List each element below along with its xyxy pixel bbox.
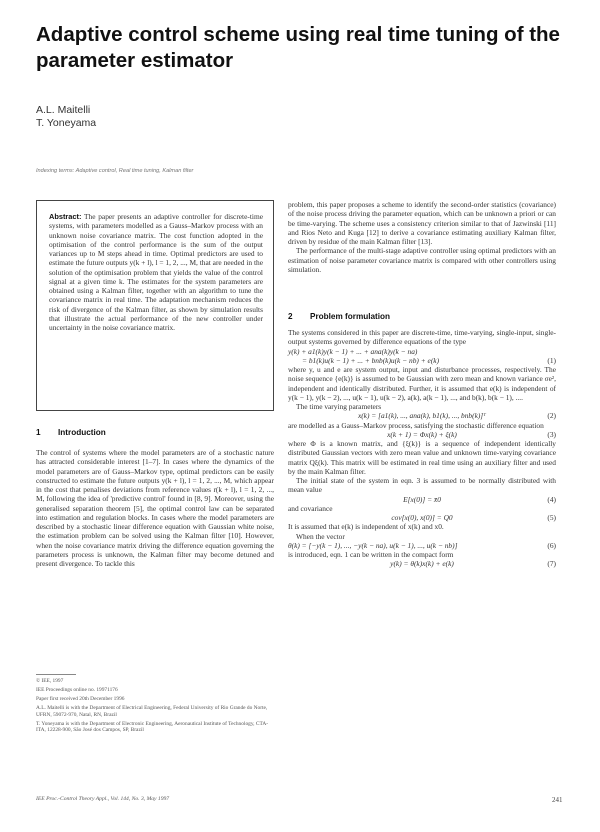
equation-number: (5) [547, 513, 556, 522]
footnote-received: Paper first received 20th December 1996 [36, 695, 125, 702]
equation-2: x(k) = [a1(k), ..., ana(k), b1(k), ..., bnb(k)]ᵀ (2) [357, 411, 556, 421]
equation-number: (2) [547, 411, 556, 421]
equation-6: θ(k) = [−y(k − 1), ..., −y(k − na), u(k − 1), ..., u(k − nb)] (6) [288, 540, 556, 550]
introduction-column [36, 448, 274, 568]
body-paragraph: are modelled as a Gauss–Markov process, satisfying the stochastic difference equation [288, 420, 544, 430]
abstract-body: The paper presents an adaptive controller for discrete-time systems, with parameters modelled as a Gauss–Markov process with an unknown noise covariance matrix. The cost function adopted in the optimisation of the control performance is the sum of the output variances up to M steps ahead in time. Optimal predictors are used to estimate the future outputs y(k + l), l = 1, 2, ..., M, that are needed in the solution of the optimisation problem that yields the value of the control signal at a given time k. The estimates for the system parameters are obtained using a Kalman filter, together with an algorithm to tune the covariance matrix in real time. The adaptation mechanism reduces the risk of divergence of the Kalman filter, as shown by simulation results that illustrate the actual performance of the new controller under uncertainty in the noise covariance matrix. [49, 212, 263, 332]
body-paragraph: is introduced, eqn. 1 can be written in the compact form [288, 550, 454, 559]
right-column-top [288, 200, 556, 274]
equation-3: x(k + 1) = Φx(k) + ξ(k) (3) [387, 429, 556, 439]
abstract-box [36, 200, 274, 411]
author-name: T. Yoneyama [36, 117, 97, 129]
paper-title: Adaptive control scheme using real time tuning of the parameter estimator [36, 23, 560, 72]
author-list [36, 104, 96, 130]
body-paragraph: The initial state of the system in eqn. 3 is assumed to be normally distributed with mean value [288, 476, 556, 495]
equation-number: (4) [547, 494, 556, 504]
equation-1-line-1: y(k) + a1(k)y(k − 1) + ... + ana(k)y(k − na) [288, 346, 418, 356]
body-paragraph: where y, u and e are system output, input and disturbance processes, respectively. The noise sequence {e(k)} is assumed to be Gaussian with zero mean and known variance σe², independent and identically distributed. Further, it is assumed that e(k) is independent of y(k − 1), y(k − 2), ..., u(k − 1), u(k − 2), a(k), a(k − 1), ..., and b(k), b(k − 1), .... [288, 365, 556, 402]
equation-5: cov[x(0), x(0)] = Q0 (5) [391, 513, 556, 522]
section-heading-introduction [36, 428, 106, 437]
section-title: Problem formulation [310, 312, 391, 321]
problem-formulation-column [288, 328, 556, 569]
equation-number: (3) [547, 429, 556, 439]
section-heading-problem-formulation [288, 312, 390, 321]
body-paragraph: where Φ is a known matrix, and {ξ(k)} is a sequence of independent identically distributed Gaussian vectors with zero mean value and unknown time-varying covariance matrix Qξ(k). This matrix will be estimated in real time using an auxiliary filter and used by the main Kalman filter. [288, 439, 556, 476]
equation-number: (7) [547, 559, 556, 569]
body-paragraph: The systems considered in this paper are discrete-time, time-varying, single-input, single-output systems governed by difference equations of the type [288, 328, 556, 347]
introduction-paragraph: The control of systems where the model parameters are of a stochastic nature has attracted considerable interest [1–7]. In cases where the dynamics of the model parameters are of Gauss–Markov type, optimal predictors can be easily constructed to estimate the future outputs y(k + l), l = 1, 2, ..., M, which appear in the cost that penalises deviations from reference values r(k + l), l = 1, 2, ..., M, following the idea of 'predictive control' found in [8, 9]. Moreover, using the generalised separation theorem [5], the optimal control law can be separated into estimation and regulation blocks. In cases where the model parameters are described by a stochastic linear difference equation with Gaussian white noise, the estimation problem can be solved using the Kalman filter [10]. However, when the noise covariance matrix driving the difference equation governing the parameters process is unknown, the Kalman filter may become detuned and present divergence. To tackle this [36, 448, 274, 568]
abstract-label: Abstract: [49, 212, 82, 221]
body-paragraph: The time varying parameters [296, 402, 382, 411]
footnotes [36, 678, 274, 736]
intro-continuation-paragraph: problem, this paper proposes a scheme to identify the second-order statistics (covariance) of the noise process driving the parameter equation, which can be unknown a priori or can be time-varying. The scheme uses a consistency criterion similar to that of Jazwinski [11] and Rios Neto and Kuga [12] to derive a covariance estimating auxiliary Kalman filter, driven by residue of the main Kalman filter [13]. [288, 200, 556, 246]
intro-performance-paragraph: The performance of the multi-stage adaptive controller using optimal predictors with an estimation of noise parameter covariance matrix is compared with other controllers using simulation. [288, 246, 556, 274]
footnote-rule [36, 674, 76, 675]
equation-number: (1) [547, 355, 556, 365]
section-title: Introduction [58, 428, 106, 437]
equation-1-line-2: = b1(k)u(k − 1) + ... + bnb(k)u(k − nb) + e(k) (1) [302, 355, 556, 365]
equation-4: E[x(0)] = x̄0 (4) [403, 494, 556, 504]
journal-footer: IEE Proc.-Control Theory Appl., Vol. 144, No. 3, May 1997 [36, 796, 170, 802]
author-name: A.L. Maitelli [36, 104, 91, 116]
section-number: 1 [36, 428, 41, 437]
body-paragraph: When the vector [296, 531, 345, 541]
page-number: 241 [552, 796, 563, 804]
equation-7: y(k) = θ(k)x(k) + e(k) (7) [390, 559, 556, 569]
footnote-affiliation: A.L. Maitelli is with the Department of Electrical Engineering, Federal University of Rio Grande do Norte, UFRN, 59072-970, Natal, RN, Brazil [36, 704, 268, 718]
footnote-copyright: © IEE, 1997 [36, 678, 64, 684]
footnote-affiliation: T. Yoneyama is with the Department of Electronic Engineering, Aeronautical Institute of Technology, CTA-ITA, 12228-900, São José dos Campos, SP, Brazil [36, 720, 269, 734]
abstract-text [49, 212, 263, 332]
body-paragraph: It is assumed that e(k) is independent of x(k) and x0. [288, 522, 444, 532]
section-number: 2 [288, 312, 293, 321]
indexing-terms: Indexing terms: Adaptive control, Real time tuning, Kalman filter [36, 168, 194, 174]
body-paragraph: and covariance [288, 503, 333, 513]
equation-number: (6) [547, 540, 556, 550]
footnote-online-no: IEE Proceedings online no. 19971176 [36, 686, 118, 693]
